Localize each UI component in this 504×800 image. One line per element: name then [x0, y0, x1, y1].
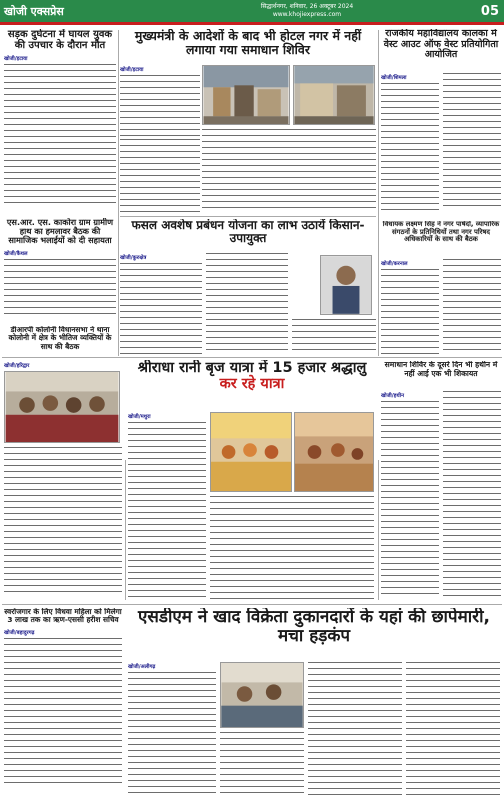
yatra-photo	[210, 412, 292, 492]
article-body-fasal-2	[206, 253, 288, 355]
article-body-samadhan-2	[443, 391, 501, 597]
sdm-col-1	[128, 662, 216, 796]
page-number: 05	[480, 3, 499, 19]
article-body-accident	[4, 64, 116, 204]
article-sdm-headline	[128, 608, 500, 658]
headline-hotel: मुख्यमंत्री के आदेशों के बाद भी होटल नगर में नहीं लगाया गया समाधान शिविर	[134, 29, 362, 57]
sdm-photo	[220, 662, 304, 728]
masthead-meta	[150, 3, 464, 19]
hotel-photo-2	[293, 65, 375, 125]
byline-kolkata: खोजी/हरिद्वार	[4, 363, 30, 369]
byline-yatra: खोजी/मथुरा	[128, 414, 151, 420]
article-body-hotel	[120, 75, 200, 143]
article-kolkata-body	[4, 361, 122, 601]
website-url[interactable]: www.khojiexpress.com	[272, 11, 342, 18]
official-portrait	[320, 255, 372, 315]
headline-samadhan: समाधान शिविर के दूसरे दिन भी हथीन में नहीं आई एक भी शिकायत	[384, 361, 498, 378]
headline-yatra-black: श्रीराधा रानी बृज यात्रा में 15 हजार श्रद्धालु	[137, 360, 367, 376]
samadhan-col-1	[381, 391, 439, 597]
byline-college: खोजी/शिमला	[381, 75, 407, 81]
headline-sdm: एसडीएम ने खाद विक्रेता दुकानदारों के यहां की छापेमारी, मचा हड़कंप	[138, 608, 490, 647]
byline-hotel: खोजी/इटावा	[120, 67, 144, 73]
article-body-yatra	[128, 422, 206, 600]
column-divider	[378, 460, 379, 600]
fasal-col-1	[120, 253, 202, 357]
article-body-mla	[381, 269, 439, 357]
byline-fasal: खोजी/कुरुक्षेत्र	[120, 255, 147, 261]
article-body-hotel-cont-2	[120, 139, 200, 213]
hotel-photo	[202, 65, 290, 125]
article-body-fasal	[120, 263, 202, 357]
article-body-samadhan	[381, 401, 439, 597]
headline-kolkata: डीआरपी कोलोनी विधानसभा ने थाना कोलोनी में क्षेत्र के भीतिज व्यक्तियों के साथ की बैठक	[8, 326, 112, 351]
headline-college: राजकीय महाविद्यालय कालका में वेस्ट आउट ऑफ वेस्ट प्रतियोगिता आयोजित	[383, 29, 499, 61]
headline-mla: विधायक लक्ष्मण सिंह ने नगर पार्षदों, व्यापारिक संगठनों के प्रतिनिधियों तथा नगर परिषद अधिकारियों के साथ की बैठक	[382, 221, 500, 244]
article-body-yatra-2	[210, 496, 374, 600]
byline-sdm: खोजी/अलीगढ़	[128, 664, 156, 670]
article-body-kolkata	[4, 447, 122, 597]
article-samadhan	[381, 361, 501, 601]
article-body-sdm-4	[406, 662, 500, 796]
column-divider	[125, 460, 126, 600]
article-body-sdm	[128, 672, 216, 796]
yatra-photo-2	[294, 412, 374, 492]
article-accident	[4, 29, 116, 215]
article-body-sdm-3	[308, 662, 402, 796]
article-kolkata	[4, 326, 116, 358]
headline-accident: सड़क दुर्घटना में घायल युवक की उपचार के दौरान मौत	[7, 29, 113, 52]
issue-date: सिद्धार्थनगर, शनिवार, 26 अक्टूबर 2024	[260, 3, 354, 10]
article-body-hotel-cont	[202, 129, 376, 213]
headline-fasal: फसल अवशेष प्रबंधन योजना का लाभ उठायें किसान-उपायुक्त	[131, 219, 365, 246]
column-divider	[118, 30, 119, 356]
kolkata-photo	[4, 371, 120, 443]
byline-samadhan: खोजी/हथीन	[381, 393, 404, 399]
masthead-bar	[0, 0, 504, 22]
article-body-mla-2	[443, 259, 501, 355]
section-divider	[2, 604, 502, 605]
paper-name: खोजी एक्सप्रेस	[4, 4, 64, 18]
byline-swa: खोजी/बहादुरगढ़	[4, 629, 35, 636]
byline-accident: खोजी/इटावा	[4, 56, 28, 63]
headline-yatra	[128, 360, 376, 392]
yatra-col-1	[128, 412, 206, 600]
headline-swa: स्वरोजगार के लिए विधवा महिला को मिलेगा 3 लाख तक का ऋण-एससी हरीश सचिव	[4, 608, 122, 625]
hotel-col-1	[120, 65, 200, 143]
article-body-sdm-2	[220, 732, 304, 796]
article-body-sp	[4, 259, 116, 317]
masthead-rule	[0, 22, 504, 25]
column-divider	[378, 30, 379, 356]
article-swa	[4, 608, 122, 798]
article-yatra	[128, 412, 376, 602]
article-body-college	[381, 83, 439, 213]
article-sdm	[128, 662, 500, 798]
article-body-fasal-3	[292, 319, 376, 355]
mla-col-1	[381, 259, 439, 357]
article-body-swa	[4, 638, 122, 788]
section-divider	[120, 216, 376, 217]
article-body-college-2	[443, 73, 501, 211]
article-sp	[4, 218, 116, 328]
article-college	[381, 29, 501, 219]
byline-mla: खोजी/करनाल	[381, 261, 408, 267]
headline-sp: एस.आर. एस. काकोरा ग्राम ग्रामीण हाथ का हमलावर बैठक की सामाजिक भलाईयों को दी सहायता	[6, 218, 114, 246]
article-fasal	[120, 219, 376, 357]
article-hotel	[120, 29, 376, 215]
article-mla	[381, 221, 501, 357]
college-col-1	[381, 73, 439, 213]
article-yatra-headline	[128, 360, 376, 410]
headline-yatra-red: कर रहे यात्रा	[219, 376, 285, 393]
byline-sp: खोजी/कैथल	[4, 250, 28, 257]
